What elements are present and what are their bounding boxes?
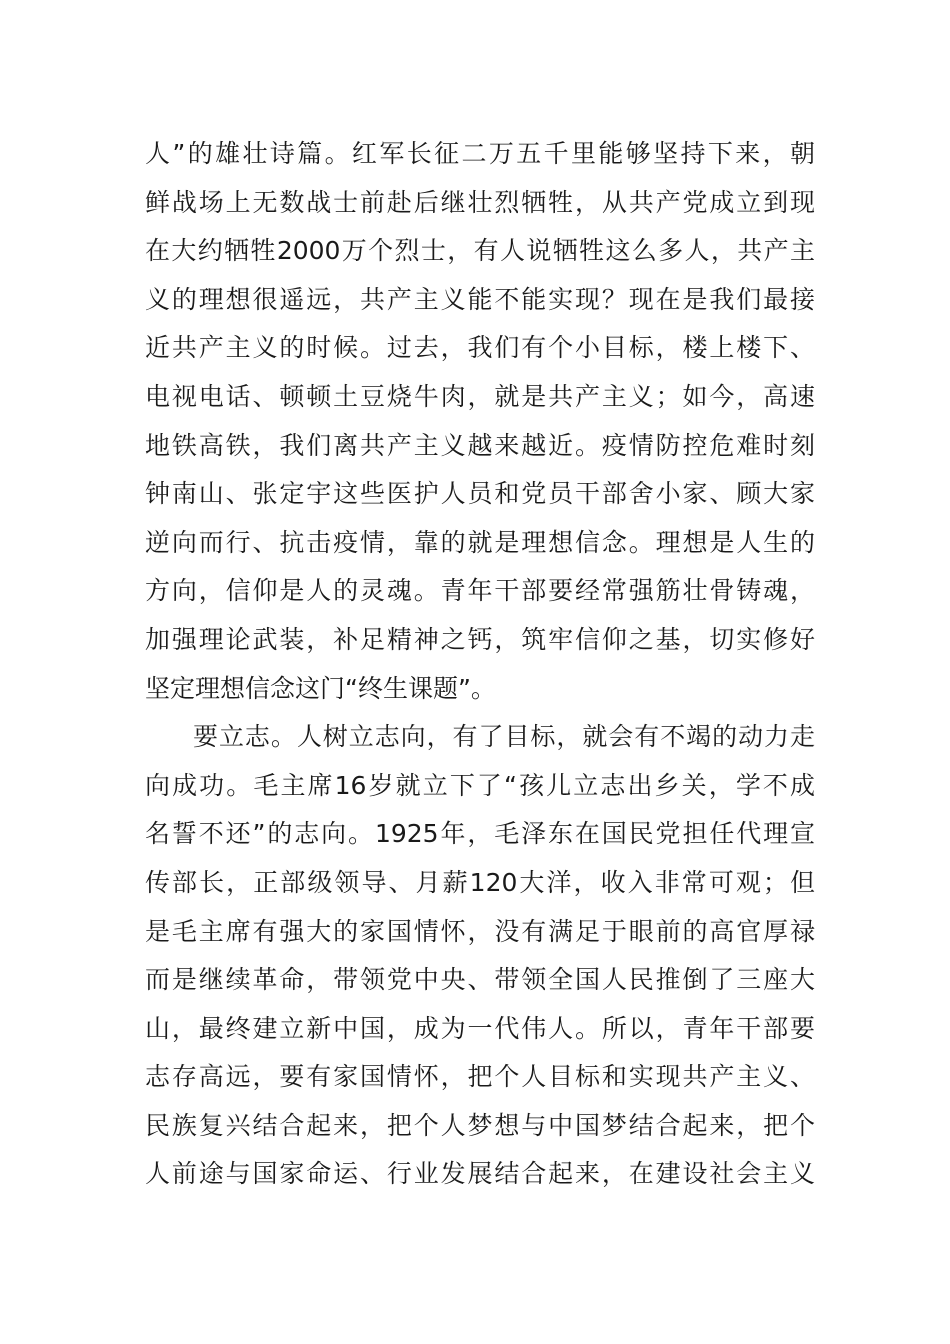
- text-line: 传部长，正部级领导、月薪120大洋，收入非常可观；但: [145, 867, 815, 897]
- text-line: 人前途与国家命运、行业发展结合起来，在建设社会主义: [145, 1159, 815, 1189]
- text-line: 民族复兴结合起来，把个人梦想与中国梦结合起来，把个: [145, 1110, 815, 1140]
- text-line: 是毛主席有强大的家国情怀，没有满足于眼前的高官厚禄: [145, 916, 815, 946]
- text-line: 志存高远，要有家国情怀，把个人目标和实现共产主义、: [145, 1062, 815, 1092]
- paragraph-start-line: 要立志。人树立志向，有了目标，就会有不竭的动力走: [193, 722, 815, 752]
- text-line: 地铁高铁，我们离共产主义越来越近。疫情防控危难时刻: [145, 430, 815, 460]
- body-text: [145, 130, 815, 1199]
- text-line: 人”的雄壮诗篇。红军长征二万五千里能够坚持下来，朝: [145, 139, 815, 168]
- text-line: 而是继续革命，带领党中央、带领全国人民推倒了三座大: [145, 965, 815, 995]
- text-line: 近共产主义的时候。过去，我们有个小目标，楼上楼下、: [145, 333, 815, 363]
- text-line: 方向，信仰是人的灵魂。青年干部要经常强筋壮骨铸魂，: [145, 576, 815, 606]
- text-line: 鲜战场上无数战士前赴后继壮烈牺牲，从共产党成立到现: [145, 187, 815, 217]
- text-line: 钟南山、张定宇这些医护人员和党员干部舍小家、顾大家: [145, 479, 815, 509]
- text-line: 在大约牺牲2000万个烈士，有人说牺牲这么多人，共产主: [145, 236, 815, 266]
- text-line: 电视电话、顿顿土豆烧牛肉，就是共产主义；如今，高速: [145, 381, 815, 411]
- text-line: 向成功。毛主席16岁就立下了“孩儿立志出乡关，学不成: [145, 770, 815, 800]
- text-line: 加强理论武装，补足精神之钙，筑牢信仰之基，切实修好: [145, 624, 815, 654]
- paragraph-end-line: 坚定理想信念这门“终生课题”。: [145, 673, 496, 703]
- text-line: 逆向而行、抗击疫情，靠的就是理想信念。理想是人生的: [145, 527, 815, 557]
- text-line: 义的理想很遥远，共产主义能不能实现？现在是我们最接: [145, 284, 815, 314]
- text-line: 山，最终建立新中国，成为一代伟人。所以，青年干部要: [145, 1013, 815, 1043]
- text-line: 名誓不还”的志向。1925年，毛泽东在国民党担任代理宣: [145, 819, 815, 849]
